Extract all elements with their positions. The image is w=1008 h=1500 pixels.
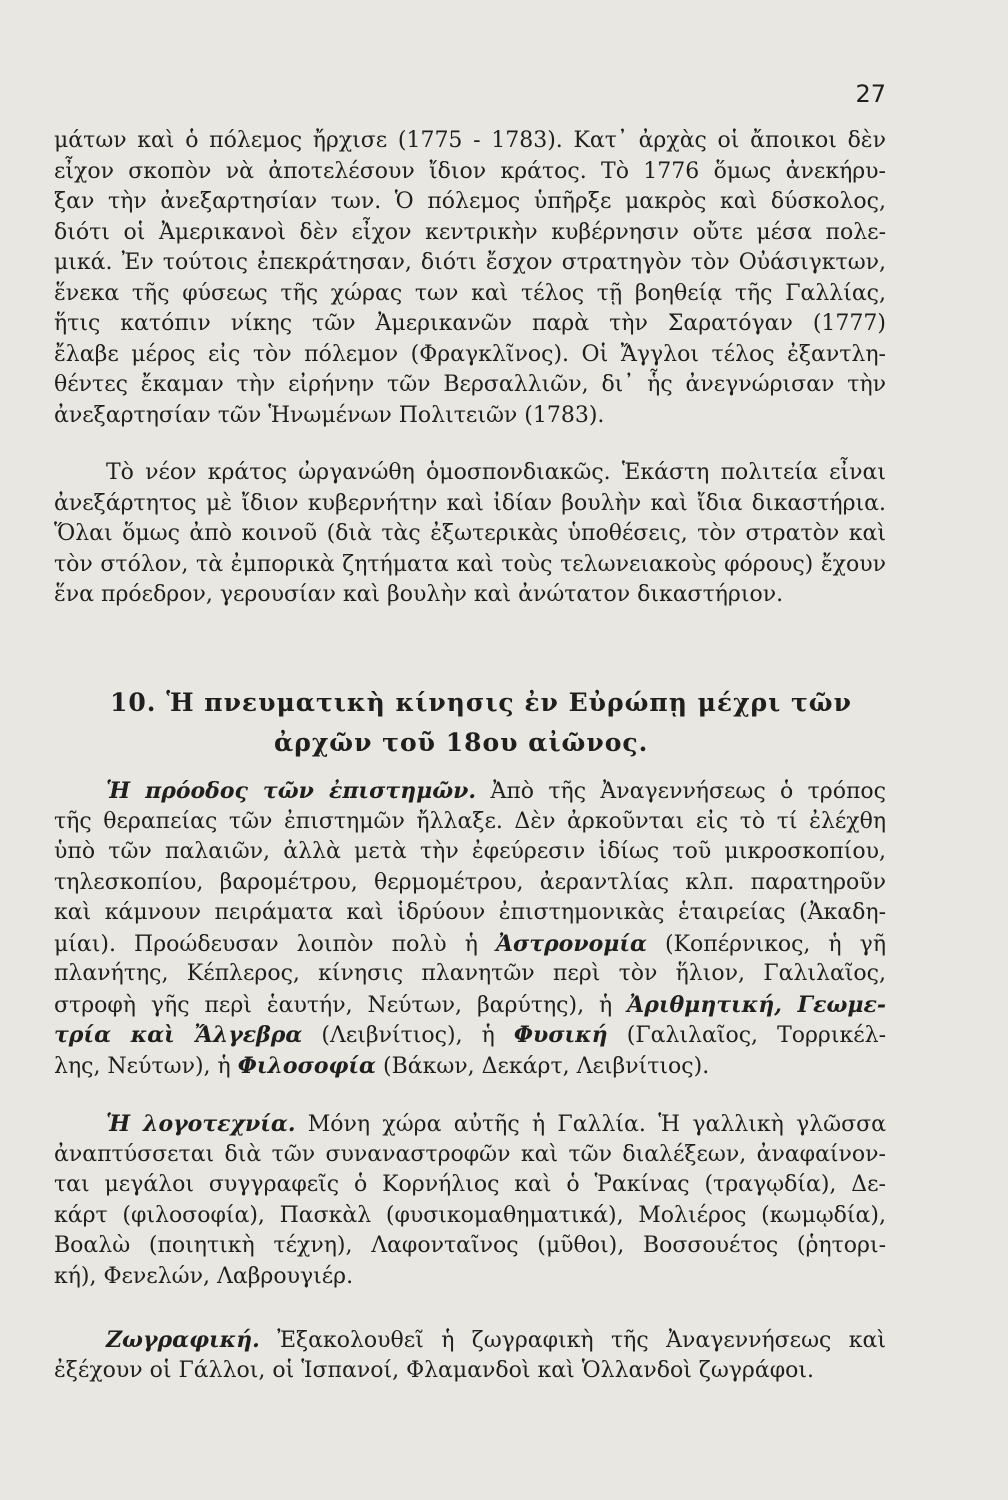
section-number: 10. [110,688,157,717]
text-line: μικά. Ἐν τούτοις ἐπεκράτησαν, διότι ἔσχον στρατηγὸν τὸν Οὐάσιγκτων, [54,250,886,275]
text-line: κάρτ (φιλοσοφία), Πασκὰλ (φυσικομαθηματικά), Μολιέρος (κωμῳδία), [54,1202,886,1228]
text-line: ἕνεκα τῆς φύσεως τῆς χώρας των καὶ τέλος τῇ βοηθείᾳ τῆς Γαλλίας, [54,280,886,306]
text-line: Ὅλαι ὅμως ἀπὸ κοινοῦ (διὰ τὰς ἐξωτερικὰς ὑποθέσεις, τὸν στρατὸν καὶ [54,521,886,546]
top-paragraph [54,126,886,431]
term-philosophy: Φιλοσοφία [237,1052,376,1079]
text-line: διότι οἱ Ἀμερικανοὶ δὲν εἶχον κεντρικὴν κυβέρνησιν οὔτε μέσα πολε- [54,219,886,245]
page-number: 27 [855,80,886,108]
text-line: καὶ κάμνουν πειράματα καὶ ἱδρύουν ἐπιστημονικὰς ἑταιρείας (Ἀκαδη- [54,900,886,925]
term-astronomy: Ἀστρονομία [495,930,647,957]
text-line: ἔλαβε μέρος εἰς τὸν πόλεμον (Φραγκλῖνος). Οἱ Ἄγγλοι τέλος ἐξαντλη- [54,341,886,367]
text-line: κή), Φενελών, Λαβρουγιέρ. [54,1263,354,1289]
subsection-title: Ἡ πρόοδος τῶν ἐπιστημῶν. [106,778,477,804]
text-line: στροφὴ γῆς περὶ ἑαυτήν, Νεύτων, βαρύτης), ἡ Ἀριθμητική, Γεωμε- [54,991,886,1018]
subsection-title: Ζωγραφική. [106,1327,260,1353]
text-line: ἀναπτύσσεται διὰ τῶν συναναστροφῶν καὶ τῶν διαλέξεων, ἀναφαίνον- [54,1141,886,1167]
section-title-part-2: ἀρχῶν τοῦ 18ου αἰῶνος. [274,728,649,757]
text-line: μάτων καὶ ὁ πόλεμος ἤρχισε (1775 - 1783). Κατ᾽ ἀρχὰς οἱ ἄποικοι δὲν [54,128,886,153]
text-line: Ἡ λογοτεχνία. Μόνη χώρα αὐτῆς ἡ Γαλλία. Ἡ γαλλικὴ γλῶσσα [106,1111,886,1137]
text-line: Ἡ πρόοδος τῶν ἐπιστημῶν. Ἀπὸ τῆς Ἀναγεννήσεως ὁ τρόπος [106,778,886,804]
text-line: λης, Νεύτων), ἡ Φιλοσοφία (Βάκων, Δεκάρτ, Λειβνίτιος). [54,1052,710,1079]
text-line: ἥτις κατόπιν νίκης τῶν Ἀμερικανῶν παρὰ τὴν Σαρατόγαν (1777) [54,311,886,336]
text-line: ἕνα πρόεδρον, γερουσίαν καὶ βουλὴν καὶ ἀνώτατον δικαστήριον. [54,582,784,607]
subsection-title: Ἡ λογοτεχνία. [106,1111,296,1137]
text-line: ται μεγάλοι συγγραφεῖς ὁ Κορνήλιος καὶ ὁ Ῥακίνας (τραγῳδία), Δε- [54,1172,886,1197]
text-line: Βοαλὼ (ποιητικὴ τέχνη), Λαφονταῖνος (μῦθοι), Βοσσουέτος (ῥητορι- [54,1233,886,1258]
text-line: ἐξέχουν οἱ Γάλλοι, οἱ Ἱσπανοί, Φλαμανδοὶ καὶ Ὁλλανδοὶ ζωγράφοι. [54,1357,814,1383]
sciences-paragraph [54,776,886,1081]
term-physics: Φυσική [513,1022,608,1048]
text-line: πλανήτης, Κέπλερος, κίνησις πλανητῶν περὶ τὸν ἥλιον, Γαλιλαῖος, [54,961,886,986]
text-line: ὑπὸ τῶν παλαιῶν, ἀλλὰ μετὰ τὴν ἐφεύρεσιν ἰδίως τοῦ μικροσκοπίου, [54,839,886,864]
section-title-part-1: Ἡ πνευματικὴ κίνησις ἐν Εὐρώπῃ μέχρι τῶν [166,688,852,717]
term-algebra: τρία καὶ Ἄλγεβρα [54,1022,303,1048]
text-line: Τὸ νέον κράτος ὠργανώθη ὁμοσπονδιακῶς. Ἑκάστη πολιτεία εἶναι [106,460,886,485]
text-line: τὸν στόλον, τὰ ἐμπορικὰ ζητήματα καὶ τοὺς τελωνειακοὺς φόρους) ἔχουν [54,551,886,577]
text-line: θέντες ἔκαμαν τὴν εἰρήνην τῶν Βερσαλλιῶν, δι᾽ ἧς ἀνεγνώρισαν τὴν [54,372,886,397]
text-line: ἀνεξαρτησίαν τῶν Ἡνωμένων Πολιτειῶν (1783). [54,402,605,428]
text-line: ἀνεξάρτητος μὲ ἴδιον κυβερνήτην καὶ ἰδίαν βουλὴν καὶ ἴδια δικαστήρια. [54,490,886,516]
text-line: τῆς θεραπείας τῶν ἐπιστημῶν ἤλλαξε. Δὲν ἀρκοῦνται εἰς τὸ τί ἐλέχθη [54,808,886,834]
text-line: Ζωγραφική. Ἐξακολουθεῖ ἡ ζωγραφικὴ τῆς Ἀναγεννήσεως καὶ [106,1327,886,1353]
painting-paragraph [54,1325,886,1386]
text-line: τηλεσκοπίου, βαρομέτρου, θερμομέτρου, ἀεραντλίας κλπ. παρατηροῦν [54,869,886,895]
text-line: ξαν τὴν ἀνεξαρτησίαν των. Ὁ πόλεμος ὑπῆρξε μακρὸς καὶ δύσκολος, [54,189,886,214]
section-heading-line-1 [110,683,852,723]
term-arithmetic-geometry: Ἀριθμητική, Γεωμε- [627,991,886,1018]
federal-state-paragraph [54,458,886,611]
literature-paragraph [54,1109,886,1292]
text-line: μίαι). Προώδευσαν λοιπὸν πολὺ ἡ Ἀστρονομία (Κοπέρνικος, ἡ γῆ [54,930,886,957]
text-line: εἶχον σκοπὸν νὰ ἀποτελέσουν ἴδιον κράτος. Τὸ 1776 ὅμως ἀνεκήρυ- [54,158,886,184]
text-line: τρία καὶ Ἄλγεβρα (Λειβνίτιος), ἡ Φυσική (Γαλιλαῖος, Τορρικέλ- [54,1022,887,1048]
